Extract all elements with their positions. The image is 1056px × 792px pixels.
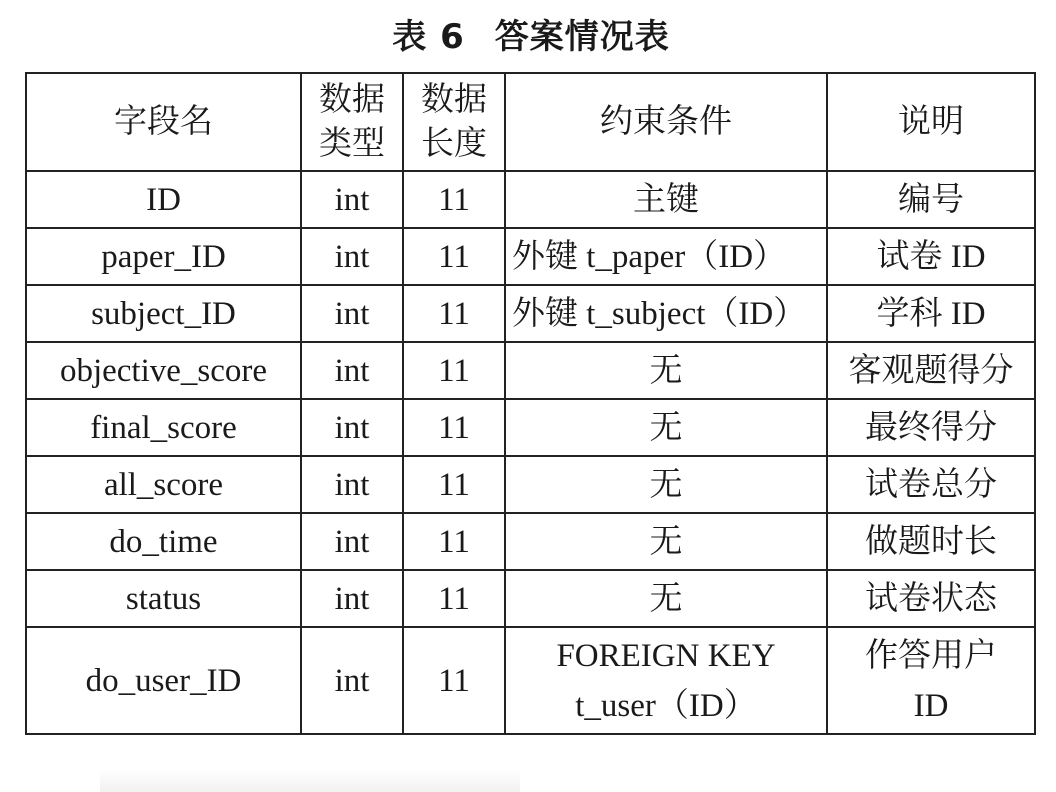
- constraint-line: FOREIGN KEY: [556, 637, 776, 674]
- header-line: 数据: [421, 82, 487, 118]
- cell-length: 11: [403, 627, 505, 734]
- cell-type: int: [301, 285, 403, 342]
- header-line: 长度: [421, 126, 487, 162]
- header-field-name: [26, 73, 301, 171]
- cell-field: paper_ID: [26, 228, 301, 285]
- cell-field: do_user_ID: [26, 627, 301, 734]
- cell-length: 11: [403, 456, 505, 513]
- table-row: [26, 228, 1035, 285]
- table-row: [26, 456, 1035, 513]
- cell-description: 最终得分: [827, 399, 1035, 456]
- header-row: [26, 73, 1035, 171]
- cell-type: int: [301, 342, 403, 399]
- cell-constraint: 无: [505, 399, 827, 456]
- cell-description: 客观题得分: [827, 342, 1035, 399]
- header-constraint: [505, 73, 827, 171]
- cell-field: all_score: [26, 456, 301, 513]
- cell-type: int: [301, 456, 403, 513]
- description-line: 作答用户: [865, 637, 997, 674]
- header-description: [827, 73, 1035, 171]
- cell-field: objective_score: [26, 342, 301, 399]
- cell-description: 试卷总分: [827, 456, 1035, 513]
- header-data-type: [301, 73, 403, 171]
- description-line: ID: [913, 687, 949, 724]
- cell-constraint: 无: [505, 570, 827, 627]
- table-row: [26, 342, 1035, 399]
- table-row: [26, 513, 1035, 570]
- cell-description: [827, 627, 1035, 734]
- cell-field: status: [26, 570, 301, 627]
- cell-constraint: 主键: [505, 171, 827, 228]
- table-row: [26, 171, 1035, 228]
- header-data-length: [403, 73, 505, 171]
- cell-description: 做题时长: [827, 513, 1035, 570]
- cell-description: 试卷 ID: [827, 228, 1035, 285]
- header-line: 字段名: [114, 104, 213, 140]
- answer-status-table: [25, 72, 1036, 735]
- cell-type: int: [301, 627, 403, 734]
- table-number: 表 6: [392, 17, 465, 57]
- cell-constraint: 外键 t_subject（ID）: [505, 285, 827, 342]
- cell-type: int: [301, 570, 403, 627]
- header-line: 类型: [319, 126, 385, 162]
- constraint-line: t_user（ID）: [575, 687, 757, 724]
- cell-length: 11: [403, 342, 505, 399]
- table-row: [26, 399, 1035, 456]
- cell-constraint: 外键 t_paper（ID）: [505, 228, 827, 285]
- cell-description: 编号: [827, 171, 1035, 228]
- cell-length: 11: [403, 513, 505, 570]
- header-line: 数据: [319, 82, 385, 118]
- cell-type: int: [301, 228, 403, 285]
- cell-field: do_time: [26, 513, 301, 570]
- header-line: 约束条件: [600, 104, 732, 140]
- page-bottom-edge: [100, 770, 520, 792]
- cell-constraint: 无: [505, 513, 827, 570]
- cell-field: final_score: [26, 399, 301, 456]
- table-row: [26, 285, 1035, 342]
- cell-field: ID: [26, 171, 301, 228]
- cell-length: 11: [403, 399, 505, 456]
- cell-description: 学科 ID: [827, 285, 1035, 342]
- table-row: [26, 627, 1035, 734]
- cell-length: 11: [403, 228, 505, 285]
- cell-constraint: 无: [505, 342, 827, 399]
- table-caption: [0, 14, 1056, 60]
- cell-type: int: [301, 513, 403, 570]
- table-title: 答案情况表: [494, 17, 670, 57]
- cell-description: 试卷状态: [827, 570, 1035, 627]
- cell-length: 11: [403, 171, 505, 228]
- cell-constraint: [505, 627, 827, 734]
- header-line: 说明: [898, 104, 964, 140]
- table-row: [26, 570, 1035, 627]
- cell-field: subject_ID: [26, 285, 301, 342]
- cell-length: 11: [403, 570, 505, 627]
- cell-type: int: [301, 171, 403, 228]
- cell-length: 11: [403, 285, 505, 342]
- cell-type: int: [301, 399, 403, 456]
- cell-constraint: 无: [505, 456, 827, 513]
